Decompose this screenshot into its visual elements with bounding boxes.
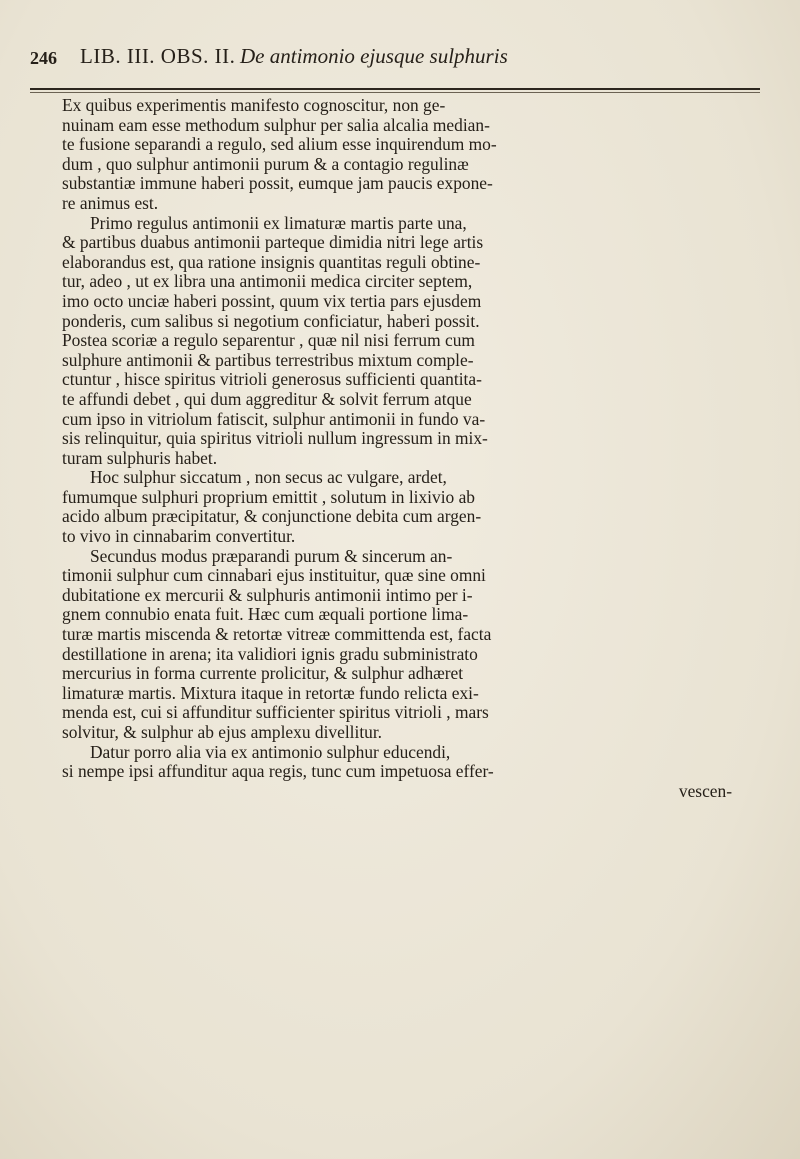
text-line: si nempe ipsi affunditur aqua regis, tunc cum impetuosa effer- (62, 761, 494, 782)
section-reference: LIB. III. OBS. II. (80, 44, 236, 68)
paragraph (62, 468, 772, 546)
text-line: re animus est. (62, 192, 159, 213)
text-line: ponderis, cum salibus si negotium conficiatur, haberi possit. (62, 310, 480, 331)
text-line: te fusione separandi a regulo, sed alium esse inquirendum mo- (62, 134, 497, 155)
text-line: fumumque sulphuri proprium emittit , solutum in lixivio ab (62, 486, 476, 507)
text-line: sulphure antimonii & partibus terrestribus mixtum comple- (62, 349, 474, 370)
text-line: mercurius in forma currente prolicitur, & sulphur adhæret (62, 663, 464, 684)
text-line: Hoc sulphur siccatum , non secus ac vulgare, ardet, (90, 467, 447, 488)
text-line: turæ martis miscenda & retortæ vitreæ committenda est, facta (62, 624, 492, 645)
text-line: Primo regulus antimonii ex limaturæ martis parte una, (90, 212, 467, 233)
text-line: Ex quibus experimentis manifesto cognoscitur, non ge- (62, 95, 446, 115)
text-line: acido album præcipitatur, & conjunctione debita cum argen- (62, 506, 482, 527)
text-line: solvitur, & sulphur ab ejus amplexu divellitur. (62, 722, 383, 742)
catchword: vescen- (678, 780, 732, 801)
running-title: De antimonio ejusque sulphuris (240, 44, 508, 68)
text-line: elaborandus est, qua ratione insignis quantitas reguli obtine- (62, 251, 481, 272)
paragraph (62, 96, 772, 214)
text-line: tur, adeo , ut ex libra una antimonii medica circiter septem, (62, 271, 473, 292)
paragraph (62, 547, 772, 743)
text-line: cum ipso in vitriolum fatiscit, sulphur antimonii in fundo va- (62, 408, 486, 429)
text-line: nuinam eam esse methodum sulphur per salia alcalia median- (62, 114, 490, 135)
text-line: sis relinquitur, quia spiritus vitrioli nullum ingressum in mix- (62, 428, 488, 449)
text-line: substantiæ immune haberi possit, eumque jam paucis expone- (62, 173, 493, 194)
text-line: turam sulphuris habet. (62, 447, 218, 468)
paragraph (62, 214, 772, 469)
text-line: Datur porro alia via ex antimonio sulphur educendi, (90, 741, 451, 762)
paragraph (62, 743, 772, 782)
text-line: limaturæ martis. Mixtura itaque in retortæ fundo relicta exi- (62, 682, 479, 703)
header-rule (30, 88, 760, 90)
text-line: & partibus duabus antimonii parteque dimidia nitri lege artis (62, 232, 484, 253)
text-line: to vivo in cinnabarim convertitur. (62, 526, 296, 547)
text-line: gnem connubio enata fuit. Hæc cum æquali portione lima- (62, 604, 469, 625)
text-line: ctuntur , hisce spiritus vitrioli generosus sufficienti quantita- (62, 369, 482, 390)
text-line: menda est, cui si affunditur sufficienter spiritus vitrioli , mars (62, 702, 489, 723)
text-body (62, 96, 772, 801)
text-line: Secundus modus præparandi purum & sincerum an- (90, 545, 453, 566)
text-line: dubitatione ex mercurii & sulphuris antimonii intimo per i- (62, 584, 473, 605)
text-line: destillatione in arena; ita validiori ignis gradu subministrato (62, 643, 478, 664)
text-line: timonii sulphur cum cinnabari ejus instituitur, quæ sine omni (62, 565, 486, 586)
text-line: Postea scoriæ a regulo separentur , quæ nil nisi ferrum cum (62, 330, 475, 351)
text-line: dum , quo sulphur antimonii purum & a contagio regulinæ (62, 153, 469, 174)
text-line: imo octo unciæ haberi possint, quum vix tertia pars ejusdem (62, 290, 482, 311)
page-number: 246 (30, 48, 57, 68)
running-header (30, 44, 758, 84)
text-line: te affundi debet , qui dum aggreditur & solvit ferrum atque (62, 388, 472, 409)
header-rule-thin (30, 92, 760, 93)
